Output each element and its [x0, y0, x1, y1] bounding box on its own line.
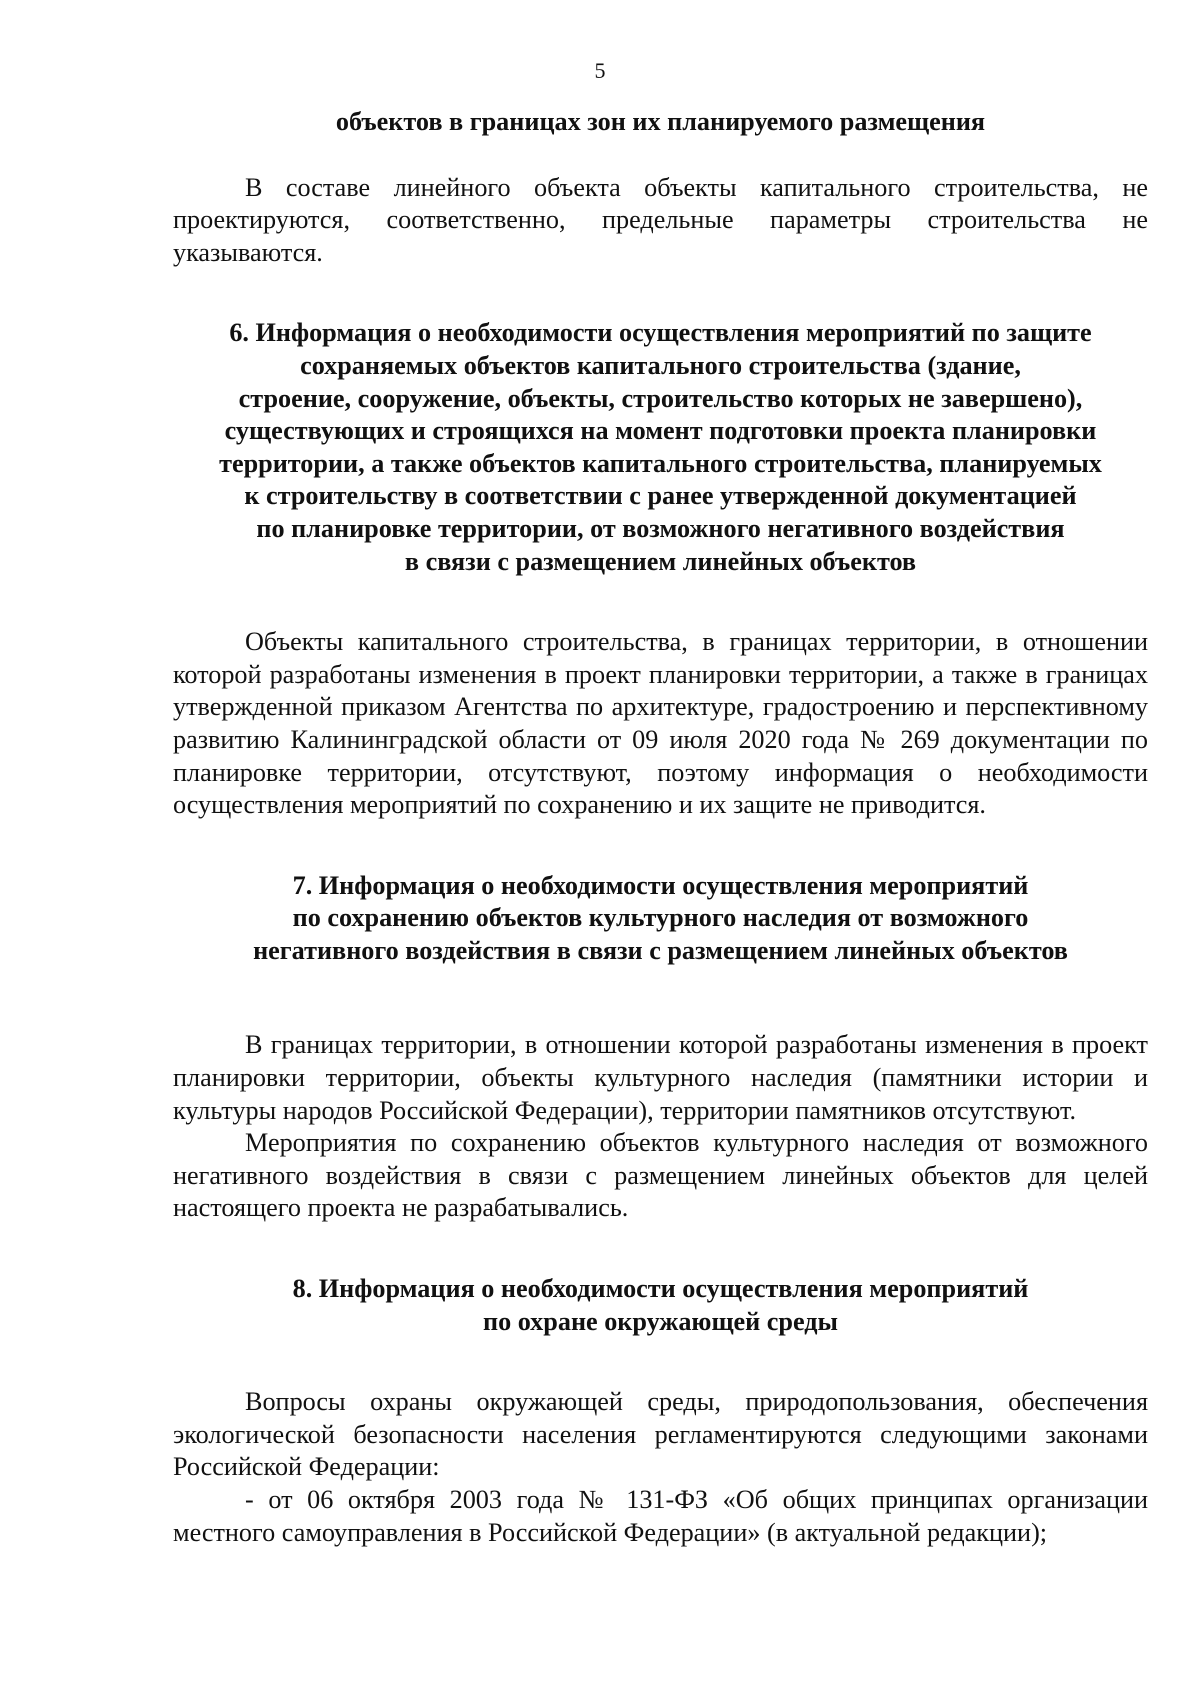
section-6-heading-line: сохраняемых объектов капитального строительства (здание,: [300, 350, 1021, 380]
section-8-heading-line: 8. Информация о необходимости осуществления мероприятий: [292, 1274, 1029, 1304]
section-8-paragraph-1: Вопросы охраны окружающей среды, природопользования, обеспечения экологической безопасности населения регламентируются следующими законами Российской Федерации:: [173, 1387, 1148, 1482]
continued-section-heading: объектов в границах зон их планируемого размещения: [335, 107, 986, 136]
section-6-heading-line: строение, сооружение, объекты, строительство которых не завершено),: [238, 383, 1083, 413]
section-6-heading-line: существующих и строящихся на момент подготовки проекта планировки: [224, 416, 1097, 446]
page-content: [173, 106, 1148, 1549]
section-6-heading-line: в связи с размещением линейных объектов: [404, 546, 917, 576]
section-6-heading-line: по планировке территории, от возможного негативного воздействия: [256, 513, 1065, 543]
section-7-paragraph-1: В границах территории, в отношении которой разработаны изменения в проект планировки территории, объекты культурного наследия (памятники истории и культуры народов Российской Федерации), территории памятников отсутствуют.: [173, 1030, 1148, 1125]
section-7-heading: [173, 870, 1148, 968]
section-8-heading: [173, 1273, 1148, 1338]
section-6-heading-line: к строительству в соответствии с ранее утвержденной документацией: [244, 481, 1077, 511]
section-6-paragraph: Объекты капитального строительства, в границах территории, в отношении которой разработаны изменения в проект планировки территории, а также в границах утвержденной приказом Агентства по архитектуре, градостроению и перспективному развитию Калининградской области от 09 июля 2020 года № 269 документации по планировке территории, отсутствуют, поэтому информация о необходимости осуществления мероприятий по сохранению и их защите не приводится.: [173, 627, 1148, 820]
section-7-heading-line: 7. Информация о необходимости осуществления мероприятий: [292, 870, 1029, 900]
section-7-heading-line: негативного воздействия в связи с размещением линейных объектов: [253, 935, 1068, 965]
section-6-heading-line: 6. Информация о необходимости осуществления мероприятий по защите: [229, 318, 1092, 348]
intro-paragraph: В составе линейного объекта объекты капитального строительства, не проектируются, соответственно, предельные параметры строительства не указываются.: [173, 172, 1148, 267]
section-7-heading-line: по сохранению объектов культурного наследия от возможного: [292, 903, 1029, 933]
section-8-heading-line: по охране окружающей среды: [483, 1306, 838, 1336]
section-7-paragraph-2: Мероприятия по сохранению объектов культурного наследия от возможного негативного воздействия в связи с размещением линейных объектов для целей настоящего проекта не разрабатывались.: [173, 1128, 1148, 1223]
section-6-heading-line: территории, а также объектов капитального строительства, планируемых: [219, 448, 1102, 478]
page-number: 5: [594, 58, 606, 83]
section-8-list-item-1: - от 06 октября 2003 года № 131-ФЗ «Об общих принципах организации местного самоуправления в Российской Федерации» (в актуальной редакции);: [173, 1485, 1148, 1547]
section-6-heading: [173, 317, 1148, 578]
